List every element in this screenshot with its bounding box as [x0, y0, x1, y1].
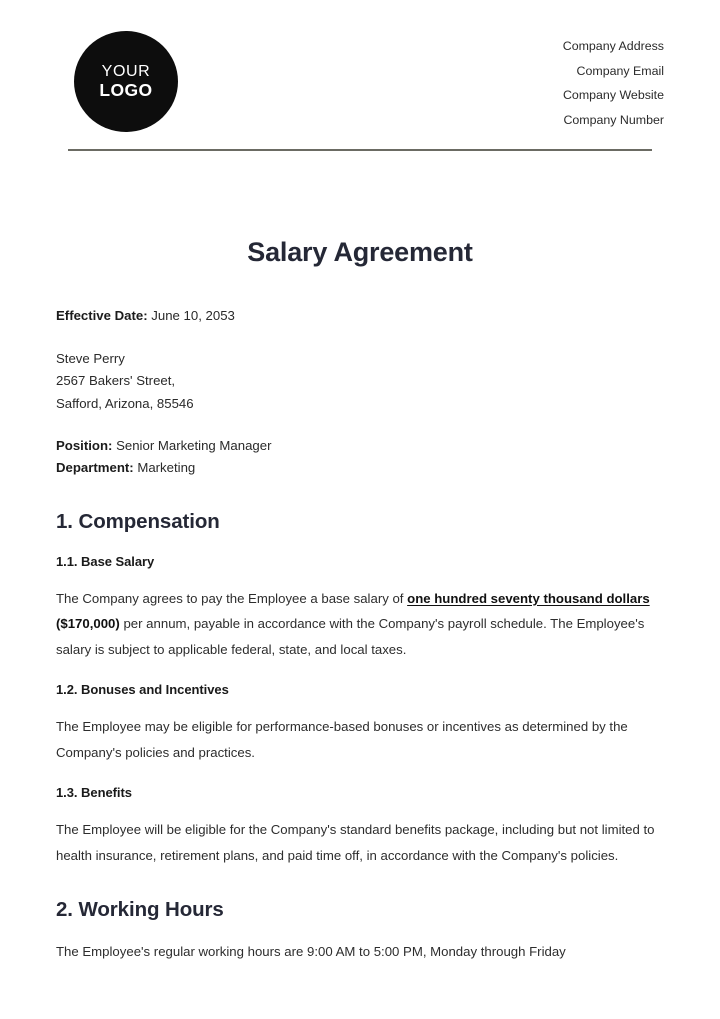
- company-logo: [74, 31, 178, 132]
- subsection-heading-base-salary: 1.1. Base Salary: [56, 553, 155, 569]
- subsection-heading-benefits: 1.3. Benefits: [56, 785, 132, 801]
- role-details: [56, 435, 664, 479]
- page-title: Salary Agreement: [247, 237, 473, 267]
- base-salary-amount-words: one hundred seventy thousand dollars: [407, 590, 650, 606]
- recipient-address: [56, 348, 664, 415]
- department-value: Marketing: [133, 460, 196, 476]
- paragraph-bonuses: The Employee may be eligible for performance-based bonuses or incentives as determined by the Company's policies and practices.: [56, 719, 628, 760]
- document-header: [56, 0, 664, 131]
- company-contact-info: [563, 31, 664, 132]
- company-website-line: Company Website: [562, 88, 664, 103]
- recipient-street: 2567 Bakers' Street,: [56, 373, 176, 389]
- subsection-heading-bonuses: 1.2. Bonuses and Incentives: [56, 682, 229, 698]
- effective-date: [56, 305, 664, 327]
- base-salary-text-after: per annum, payable in accordance with the Company's payroll schedule. The Employee's salary is subject to applicable federal, state, and local taxes.: [56, 616, 645, 657]
- recipient-city-state-zip: Safford, Arizona, 85546: [56, 395, 194, 411]
- paragraph-base-salary: [56, 586, 664, 663]
- position-label: Position:: [56, 438, 113, 454]
- position-value: Senior Marketing Manager: [112, 438, 272, 454]
- base-salary-text-before: The Company agrees to pay the Employee a base salary of: [56, 590, 408, 606]
- paragraph-working-hours: The Employee's regular working hours are 9:00 AM to 5:00 PM, Monday through Friday: [56, 944, 566, 960]
- effective-date-value: June 10, 2053: [147, 308, 235, 323]
- effective-date-label: Effective Date:: [56, 308, 148, 323]
- company-number-line: Company Number: [563, 112, 664, 127]
- logo-text-primary: YOUR: [101, 63, 151, 81]
- department-label: Department:: [56, 460, 134, 476]
- logo-text-secondary: LOGO: [99, 79, 153, 100]
- section-heading-working-hours: 2. Working Hours: [56, 898, 224, 922]
- base-salary-amount-figure: ($170,000): [56, 616, 120, 632]
- header-divider: [68, 149, 652, 151]
- position-row: [56, 435, 664, 457]
- company-address-line: Company Address: [562, 39, 664, 53]
- paragraph-benefits: The Employee will be eligible for the Company's standard benefits package, including but not limited to health insurance, retirement plans, and paid time off, in accordance with the Company's policies.: [56, 822, 655, 863]
- company-email-line: Company Email: [576, 63, 664, 78]
- section-heading-compensation: 1. Compensation: [56, 509, 220, 533]
- department-row: [56, 457, 664, 479]
- recipient-name: Steve Perry: [56, 351, 125, 366]
